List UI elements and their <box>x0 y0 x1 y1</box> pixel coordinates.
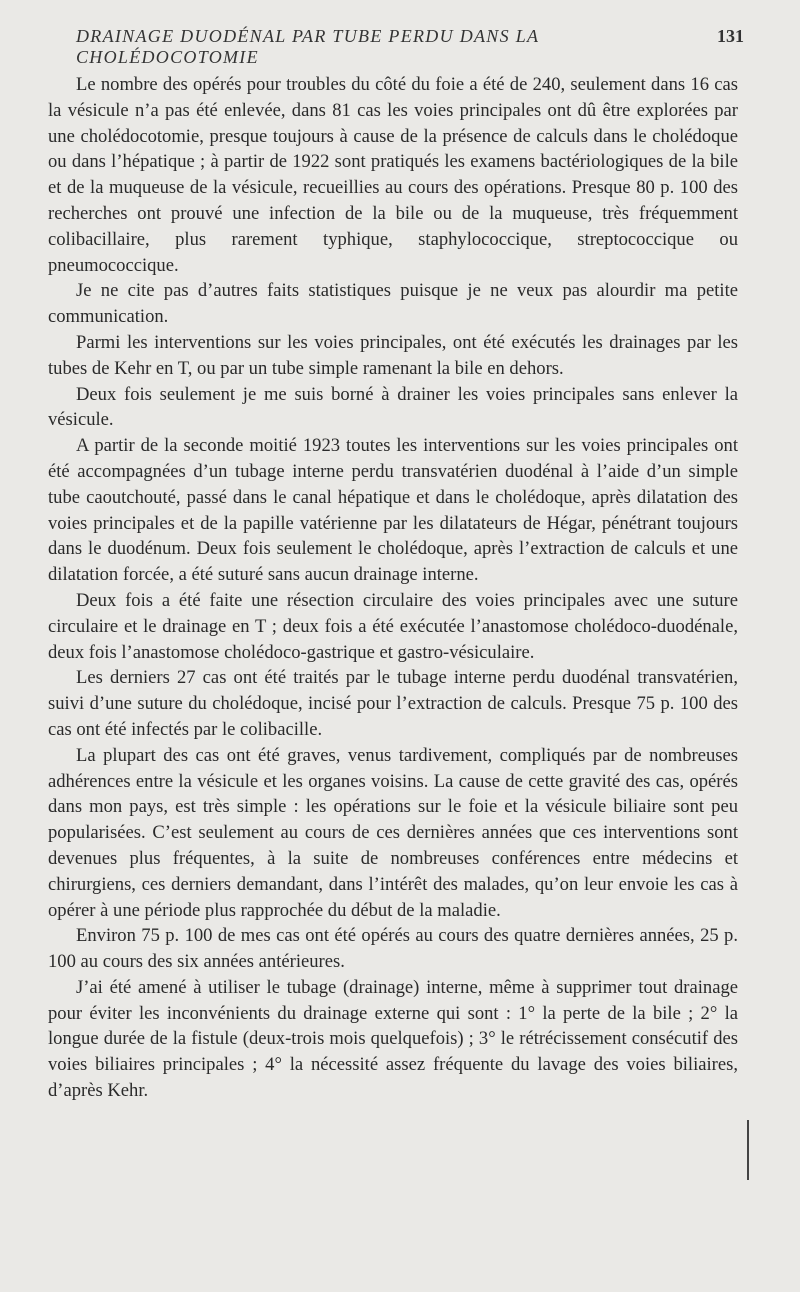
running-title: DRAINAGE DUODÉNAL PAR TUBE PERDU DANS LA CHOLÉDOCOTOMIE <box>76 26 539 67</box>
paragraph: Je ne cite pas d’autres faits statistiques puisque je ne veux pas alourdir ma petite communication. <box>48 280 738 328</box>
paragraph: Parmi les interventions sur les voies principales, ont été exécutés les drainages par les tubes de Kehr en T, ou par un tube simple ramenant la bile en dehors. <box>48 331 738 379</box>
paragraph: Environ 75 p. 100 de mes cas ont été opérés au cours des quatre dernières années, 25 p. 100 au cours des six années antérieures. <box>48 925 738 973</box>
page-header <box>76 26 744 68</box>
paragraph: Deux fois a été faite une résection circulaire des voies principales avec une suture circulaire et le drainage en T ; deux fois a été exécutée l’anastomose cholédoco-duodénale, deux fois l’anastomose cholédoco-gastrique et gastro-vésiculaire. <box>48 589 738 663</box>
paragraph: Le nombre des opérés pour troubles du côté du foie a été de 240, seulement dans 16 cas la vésicule n’a pas été enlevée, dans 81 cas les voies principales ont dû être explorées par une cholédocotomie, presque toujours à cause de la présence de calculs dans le cholédoque ou dans l’hépatique ; à partir de 1922 sont pratiqués les examens bactériologiques de la bile et de la muqueuse de la vésicule, recueillies au cours des opérations. Presque 80 p. 100 des recherches ont prouvé une infection de la bile ou de la muqueuse, très fréquemment colibacillaire, plus rarement typhique, staphylococcique, streptococcique ou pneumococcique. <box>48 74 738 276</box>
margin-line <box>747 1120 749 1180</box>
page-number: 131 <box>717 26 744 46</box>
paragraph: Deux fois seulement je me suis borné à drainer les voies principales sans enlever la vésicule. <box>48 383 738 431</box>
paragraph: Les derniers 27 cas ont été traités par le tubage interne perdu duodénal transvatérien, suivi d’une suture du cholédoque, incisé pour l’extraction de calculs. Presque 75 p. 100 des cas ont été infectés par le colibacille. <box>48 667 738 740</box>
paragraph: La plupart des cas ont été graves, venus tardivement, compliqués par de nombreuses adhérences entre la vésicule et les organes voisins. La cause de cette gravité des cas, opérés dans mon pays, est très simple : les opérations sur le foie et la vésicule biliaire sont peu popularisées. C’est seulement au cours de ces dernières années que ces interventions sont devenues plus fréquentes, à la suite de nombreuses conférences entre médecins et chirurgiens, ces derniers demandant, dans l’intérêt des malades, qu’on leur envoie les cas à opérer à une période plus rapprochée du début de la maladie. <box>48 744 738 921</box>
paragraph: J’ai été amené à utiliser le tubage (drainage) interne, même à supprimer tout drainage pour éviter les inconvénients du drainage externe qui sont : 1° la perte de la bile ; 2° la longue durée de la fistule (deux-trois mois quelquefois) ; 3° le rétrécissement consécutif des voies biliaires principales ; 4° la nécessité assez fréquente du lavage des voies biliaires, d’après Kehr. <box>48 976 738 1102</box>
body-text <box>48 72 738 1104</box>
paragraph: A partir de la seconde moitié 1923 toutes les interventions sur les voies principales ont été accompagnées d’un tubage interne perdu transvatérien duodénal à l’aide d’un simple tube caoutchouté, passé dans le canal hépatique et dans le cholédoque, après dilatation des voies principales et de la papille vatérienne par les dilatateurs de Hégar, pénétrant toujours dans le duodénum. Deux fois seulement le cholédoque, après l’extraction de calculs et une dilatation forcée, a été suturé sans aucun drainage interne. <box>48 435 738 586</box>
